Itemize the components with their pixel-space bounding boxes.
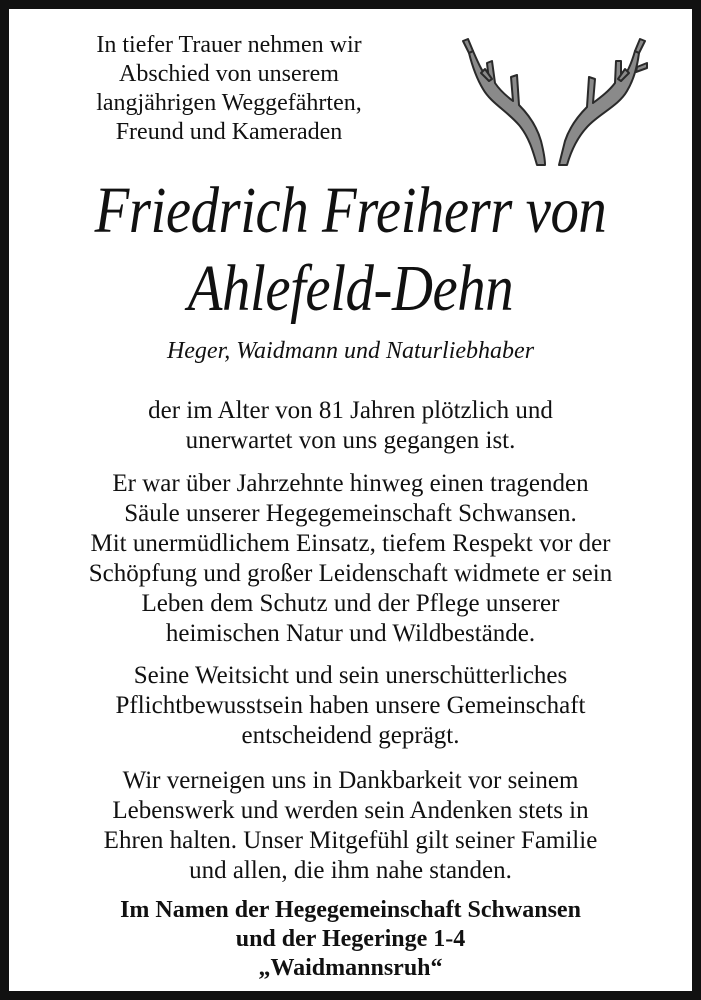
intro-line: In tiefer Trauer nehmen wir: [96, 32, 362, 58]
text-line: Lebenswerk und werden sein Andenken stets in: [112, 797, 589, 824]
signature-line: „Waidmannsruh“: [258, 955, 443, 981]
text-line: Wir verneigen uns in Dankbarkeit vor seinem: [122, 767, 579, 794]
text-line: Leben dem Schutz und der Pflege unserer: [141, 590, 560, 617]
paragraph: [9, 469, 692, 649]
signature-line: und der Hegeringe 1-4: [235, 926, 466, 952]
text-line: Ehren halten. Unser Mitgefühl gilt seiner Familie: [103, 827, 598, 854]
intro-line: Freund und Kameraden: [115, 119, 343, 145]
text-line: Säule unserer Hegegemeinschaft Schwansen.: [124, 500, 577, 527]
subtitle: Heger, Waidmann und Naturliebhaber: [166, 338, 535, 364]
text-line: der im Alter von 81 Jahren plötzlich und: [148, 397, 553, 424]
intro-line: langjährigen Weggefährten,: [96, 90, 362, 116]
text-line: heimischen Natur und Wildbestände.: [165, 620, 536, 647]
paragraph: [9, 661, 692, 751]
text-line: und allen, die ihm nahe standen.: [189, 857, 512, 884]
text-line: Pflichtbewusstsein haben unsere Gemeinschaft: [115, 692, 586, 719]
text-line: Er war über Jahrzehnte hinweg einen tragenden: [112, 470, 589, 497]
deceased-name-line-2: Ahlefeld-Dehn: [187, 252, 514, 325]
text-line: entscheidend geprägt.: [241, 722, 460, 749]
text-line: Mit unermüdlichem Einsatz, tiefem Respekt vor der: [90, 530, 611, 557]
deceased-name-line-1: Friedrich Freiherr von: [94, 174, 607, 247]
signature-block: [9, 896, 692, 983]
intro-text: [49, 31, 409, 147]
text-line: Schöpfung und großer Leidenschaft widmete er sein: [88, 560, 613, 587]
paragraph: [9, 766, 692, 886]
antlers-icon: [449, 33, 669, 173]
signature-line: Im Namen der Hegegemeinschaft Schwansen: [120, 897, 581, 923]
text-line: unerwartet von uns gegangen ist.: [185, 427, 516, 454]
intro-line: Abschied von unserem: [119, 61, 339, 87]
paragraph: [9, 396, 692, 456]
text-line: Seine Weitsicht und sein unerschütterliches: [133, 662, 568, 689]
